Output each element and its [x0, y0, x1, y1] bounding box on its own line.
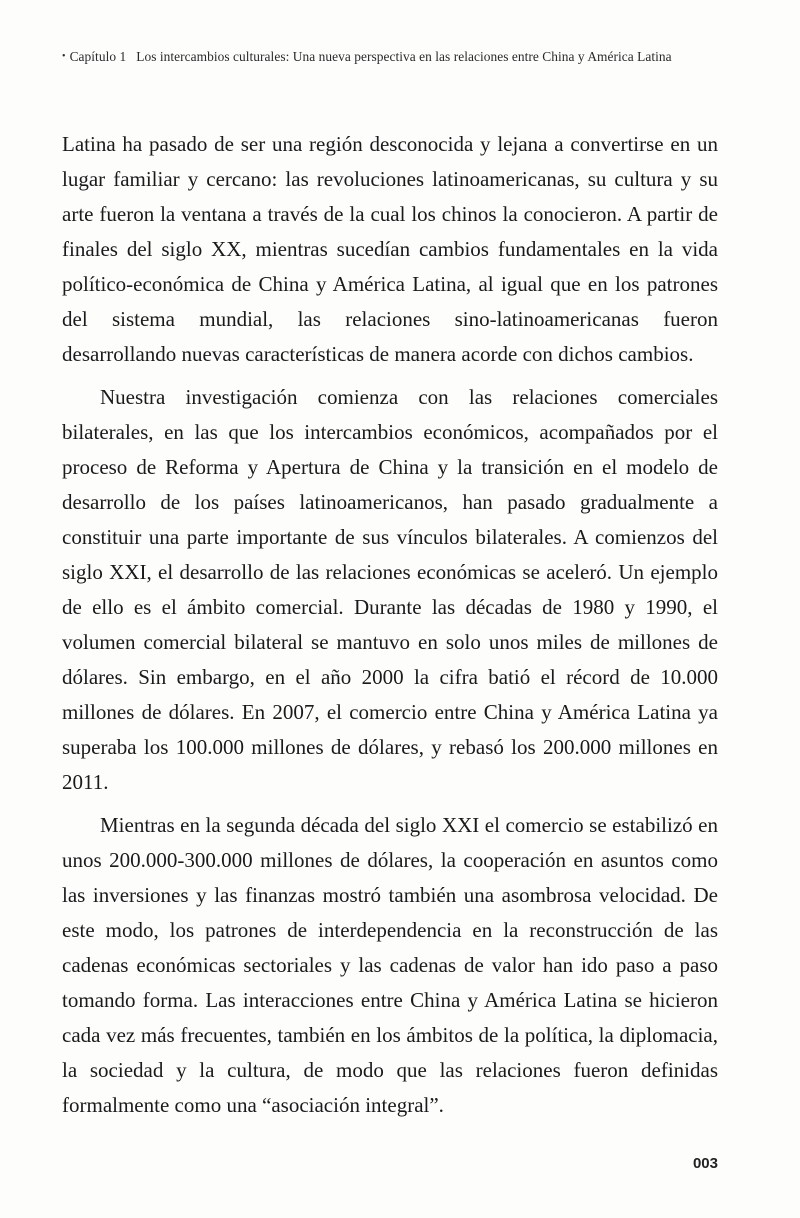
running-header: [62, 49, 742, 65]
chapter-title: Los intercambios culturales: Una nueva perspectiva en las relaciones entre China y América Latina: [136, 49, 672, 64]
header-bullet: •: [62, 51, 66, 62]
page-number: 003: [692, 1155, 718, 1172]
body-text: [62, 127, 718, 1123]
paragraph-integral-partnership: Mientras en la segunda década del siglo XXI el comercio se estabilizó en unos 200.000-300.000 millones de dólares, la cooperación en asuntos como las inversiones y las finanzas mostró también una asombrosa velocidad. De este modo, los patrones de interdependencia en la reconstrucción de las cadenas económicas sectoriales y las cadenas de valor han ido paso a paso tomando forma. Las interacciones entre China y América Latina se hicieron cada vez más frecuentes, también en los ámbitos de la política, la diplomacia, la sociedad y la cultura, de modo que las relaciones fueron definidas formalmente como una “asociación integral”.: [62, 813, 718, 1117]
chapter-label: Capítulo 1: [69, 49, 127, 64]
paragraph-trade-relations: Nuestra investigación comienza con las relaciones comerciales bilaterales, en las que los intercambios económicos, acompañados por el proceso de Reforma y Apertura de China y la transición en el modelo de desarrollo de los países latinoamericanos, han pasado gradualmente a constituir una parte importante de sus vínculos bilaterales. A comienzos del siglo XXI, el desarrollo de las relaciones económicas se aceleró. Un ejemplo de ello es el ámbito comercial. Durante las décadas de 1980 y 1990, el volumen comercial bilateral se mantuvo en solo unos miles de millones de dólares. Sin embargo, en el año 2000 la cifra batió el récord de 10.000 millones de dólares. En 2007, el comercio entre China y América Latina ya superaba los 100.000 millones de dólares, y rebasó los 200.000 millones en 2011.: [62, 385, 718, 794]
paragraph-continuation: Latina ha pasado de ser una región desconocida y lejana a convertirse en un lugar familiar y cercano: las revoluciones latinoamericanas, su cultura y su arte fueron la ventana a través de la cual los chinos la conocieron. A partir de finales del siglo XX, mientras sucedían cambios fundamentales en la vida político-económica de China y América Latina, al igual que en los patrones del sistema mundial, las relaciones sino-latinoamericanas fueron desarrollando nuevas características de manera acorde con dichos cambios.: [62, 132, 718, 366]
